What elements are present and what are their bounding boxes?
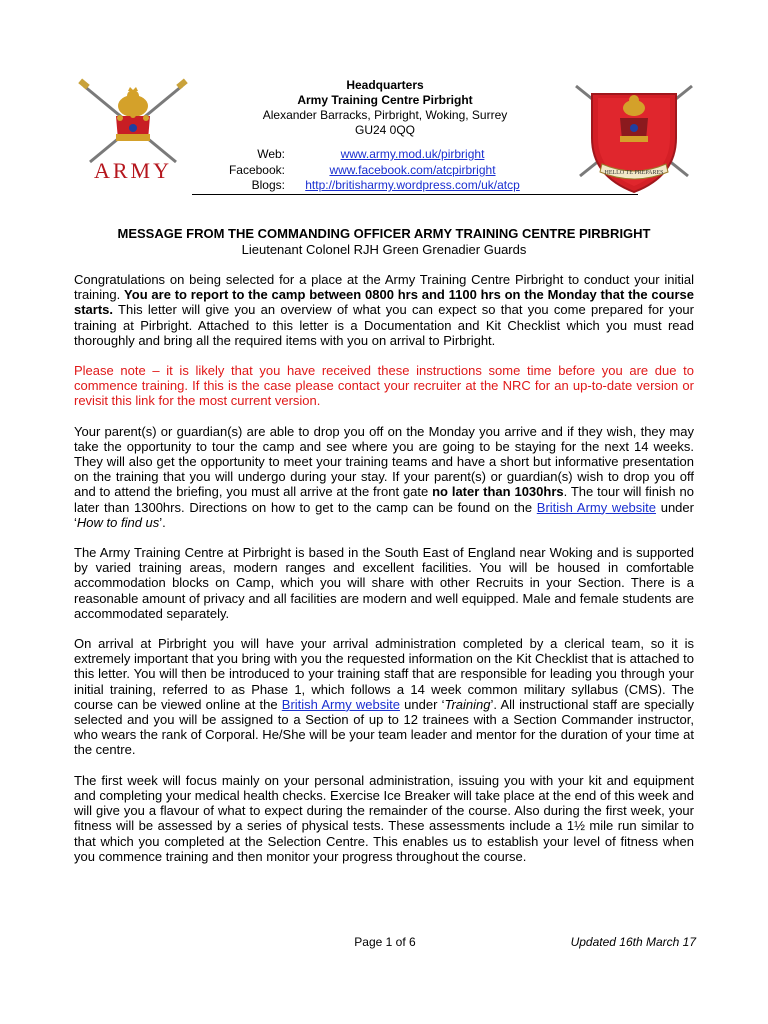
paragraph-note: Please note – it is likely that you have received these instructions some time before you are due to commence training. If this is the case please contact your recruiter at the NRC for an up-to-date version or revisit this link for the most current version. — [74, 363, 694, 409]
contact-web — [200, 147, 570, 163]
contact-facebook — [200, 163, 570, 179]
paragraph-intro: Congratulations on being selected for a place at the Army Training Centre Pirbright to conduct your initial training. You are to report to the camp between 0800 hrs and 1100 hrs on the Monday that the course starts. This letter will give you an overview of what you can expect so that you come prepared for your training at Pirbright. Attached to this letter is a Documentation and Kit Checklist which you must read thoroughly and bring all the required items with you on arrival to Pirbright. — [74, 272, 694, 348]
british-army-website-link[interactable]: British Army website — [536, 499, 657, 515]
letterhead-postcode: GU24 0QQ — [354, 123, 416, 137]
contact-label: Facebook: — [228, 162, 285, 177]
blog-link[interactable]: http://britisharmy.wordpress.com/uk/atcp — [305, 178, 520, 192]
paragraph-parents: Your parent(s) or guardian(s) are able to drop you off on the Monday you arrive and if they wish, they may take the opportunity to tour the camp and see where you are going to be staying for the next 14 weeks. They will also get the opportunity to meet your training teams and have a short but informative presentation on the training that you will undergo during your stay. If your parent(s) or guardian(s) wish to drop you off and to attend the briefing, you must all arrive at the front gate no later than 1030hrs. The tour will finish no later than 1300hrs. Directions on how to get to the camp can be found on the British Army website under ‘How to find us’. — [74, 423, 694, 530]
letterhead-address: Alexander Barracks, Pirbright, Woking, Surrey — [262, 108, 508, 122]
paragraph-arrival: On arrival at Pirbright you will have your arrival administration completed by a clerical team, so it is extremely important that you bring with you the requested information on the Kit Checklist that is attached to this letter. You will then be introduced to your training staff that are responsible for leading you through your initial training, referred to as Phase 1, which follows a 14 week common military syllabus (CMS). The course can be viewed online at the British Army website under ‘Training’. All instructional staff are specially selected and you will be assigned to a Section of up to 12 trainees with a Section Commander instructor, who wears the rank of Corporal. He/She will be your team leader and mentor for the duration of your time at the centre. — [74, 636, 694, 758]
paragraph-location: The Army Training Centre at Pirbright is based in the South East of England near Woking and is supported by varied training areas, modern ranges and excellent facilities. You will be housed in comfortable accommodation blocks on Camp, which you will share with other Recruits in your Section. There is a reasonable amount of privacy and all facilities are modern and well equipped. Male and female students are accommodated separately. — [74, 545, 694, 621]
contact-blogs — [200, 178, 570, 194]
facebook-link[interactable]: www.facebook.com/atcpirbright — [329, 162, 496, 177]
page-number: Page 1 of 6 — [354, 935, 416, 949]
british-army-logo — [76, 78, 190, 188]
army-logo-text: ARMY — [93, 158, 173, 183]
paragraph-first-week: The first week will focus mainly on your personal administration, issuing you with your kit and equipment and completing your medical health checks. Exercise Ice Breaker will take place at the end of this week and will give you a flavour of what to expect during the remainder of the course. Also during the first week, your fitness will be assessed by a series of physical tests. These assessments include a 1½ mile run similar to that which you completed at the Selection Centre. This enables us to establish your level of fitness when you commence training and then monitor your progress throughout the course. — [74, 772, 694, 864]
contact-list — [200, 147, 570, 194]
letterhead-title: Headquarters — [346, 78, 424, 92]
contact-label: Web: — [257, 147, 285, 161]
message-title: MESSAGE FROM THE COMMANDING OFFICER ARMY TRAINING CENTRE PIRBRIGHT — [117, 226, 651, 241]
atc-pirbright-crest — [570, 76, 698, 196]
letterhead — [200, 78, 570, 138]
letter-body — [74, 272, 694, 879]
message-subtitle: Lieutenant Colonel RJH Green Grenadier Guards — [241, 242, 527, 257]
letterhead-unit: Army Training Centre Pirbright — [297, 93, 473, 107]
contact-label: Blogs: — [251, 178, 285, 192]
crest-motto: HELLO TE PREPARES — [604, 170, 664, 176]
updated-date: Updated 16th March 17 — [570, 935, 696, 949]
web-link[interactable]: www.army.mod.uk/pirbright — [340, 147, 485, 161]
british-army-website-link-2[interactable]: British Army website — [281, 696, 400, 712]
arrival-deadline: no later than 1030hrs — [432, 484, 564, 500]
header-divider — [192, 194, 638, 195]
report-time-highlight: You are to report to the camp between 0800 hrs and 1100 hrs on the Monday that the course starts. — [74, 287, 694, 318]
